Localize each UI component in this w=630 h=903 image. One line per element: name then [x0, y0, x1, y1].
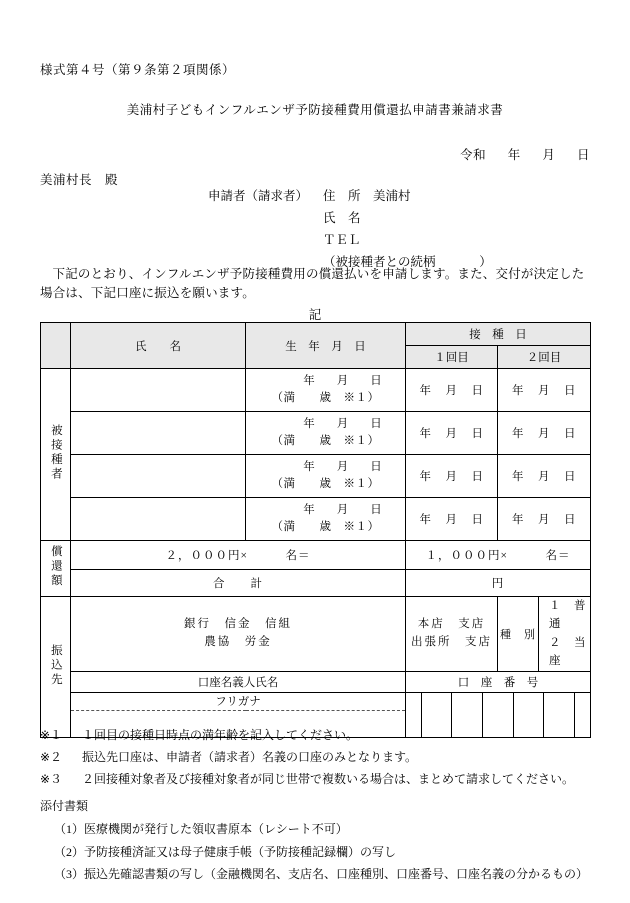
- birth-month-3: 月: [336, 460, 349, 473]
- form-number: 様式第４号（第９条第２項関係）: [40, 63, 236, 77]
- attachment-item: （3）振込先確認書類の写し（金融機関名、支店名、口座種別、口座番号、口座名義の分かるもの）: [54, 867, 589, 882]
- applicant-block: [208, 186, 492, 274]
- birth-month-1: 月: [336, 374, 349, 387]
- cell-birth-1[interactable]: [246, 369, 406, 412]
- note-text: 振込先口座は、申請者（請求者）名義の口座のみとなります。: [82, 750, 418, 765]
- birth-year-2: 年: [303, 417, 315, 430]
- body-text: 下記のとおり、インフルエンザ予防接種費用の償還払いを申請します。また、交付が決定した場合は、下記口座に振込を願います。: [40, 267, 585, 301]
- note-mark: ※２: [40, 750, 63, 765]
- birth-year-4: 年: [303, 503, 315, 516]
- relation-close: ）: [479, 254, 492, 269]
- cell-name-1[interactable]: [71, 369, 246, 412]
- cell-name-2[interactable]: [71, 412, 246, 455]
- refund-total-unit[interactable]: 円: [406, 570, 591, 597]
- account-number-label: 口 座 番 号: [406, 671, 591, 692]
- application-table: [40, 322, 591, 738]
- birth-age-1: （満 歳 ※１）: [271, 392, 380, 404]
- d2-year-2: 年: [512, 428, 524, 440]
- table-row: [41, 412, 591, 455]
- month-label: 月: [542, 148, 556, 162]
- account-kind-cell: [498, 597, 591, 672]
- table-row: [41, 369, 591, 412]
- side-label-transfer-text: 振込先: [49, 643, 62, 688]
- note-item: [40, 768, 595, 790]
- cell-dose2-date-3[interactable]: [498, 455, 591, 498]
- header-name: 氏 名: [71, 323, 246, 369]
- birth-year-3: 年: [303, 460, 315, 473]
- header-vaccination-date: 接 種 日: [406, 323, 591, 346]
- transfer-row-bank: [41, 597, 591, 672]
- header-dose2: ２回目: [498, 346, 591, 369]
- d1-month-3: 月: [445, 471, 458, 483]
- addressee: 美浦村長 殿: [40, 173, 119, 187]
- cell-dose1-date-3[interactable]: [406, 455, 498, 498]
- document-page: [40, 0, 590, 903]
- birth-day-4: 日: [370, 503, 382, 516]
- bank-name-cell[interactable]: [71, 597, 406, 672]
- birth-month-4: 月: [336, 503, 349, 516]
- d1-month-1: 月: [445, 385, 458, 397]
- notes-list: [40, 724, 595, 791]
- birth-year-1: 年: [303, 374, 315, 387]
- d2-day-2: 日: [564, 428, 576, 440]
- cell-dose1-date-1[interactable]: [406, 369, 498, 412]
- birth-age-3: （満 歳 ※１）: [271, 478, 380, 490]
- account-kind-label: 種 別: [498, 597, 539, 671]
- d1-year-3: 年: [419, 471, 432, 483]
- birth-age-4: （満 歳 ※１）: [271, 521, 380, 533]
- note-mark: ※１: [40, 728, 63, 742]
- header-corner: [41, 323, 71, 369]
- applicant-address-row: [208, 186, 492, 208]
- note-item: [40, 746, 595, 768]
- applicant-tel-row: [208, 230, 492, 252]
- cell-dose1-date-4[interactable]: [406, 498, 498, 541]
- attachment-item: （2）予防接種済証又は母子健康手帳（予防接種記録欄）の写し: [54, 844, 397, 859]
- d2-year-4: 年: [512, 514, 524, 526]
- refund-row-1: [41, 541, 591, 570]
- d1-year-2: 年: [419, 428, 432, 440]
- branch-line-2: 出張所 支店: [411, 635, 492, 648]
- d2-day-1: 日: [564, 385, 576, 397]
- d2-month-3: 月: [538, 471, 550, 483]
- bank-line-2: 農協 労金: [204, 635, 272, 648]
- ki-marker: 記: [308, 308, 322, 322]
- relation-label: （被接種者との続柄: [323, 254, 436, 269]
- table-header-row-1: [41, 323, 591, 346]
- d1-day-2: 日: [471, 428, 484, 440]
- address-label: 住 所: [323, 189, 361, 203]
- refund-unit2[interactable]: １，０００円× 名＝: [406, 541, 591, 570]
- table-row: [41, 498, 591, 541]
- refund-unit1[interactable]: ２，０００円× 名＝: [71, 541, 406, 570]
- account-kind-table: [498, 597, 590, 671]
- d2-year-1: 年: [512, 385, 524, 397]
- address-value: 美浦村: [373, 189, 411, 203]
- cell-birth-3[interactable]: [246, 455, 406, 498]
- account-kind-options[interactable]: [539, 597, 591, 671]
- d2-year-3: 年: [512, 471, 524, 483]
- holder-name-label: 口座名義人氏名: [71, 671, 406, 692]
- d1-month-4: 月: [445, 514, 458, 526]
- cell-dose2-date-2[interactable]: [498, 412, 591, 455]
- attachments-block: [40, 795, 595, 886]
- name-label: 氏 名: [323, 210, 361, 225]
- d1-day-3: 日: [471, 471, 484, 483]
- d1-year-4: 年: [419, 514, 432, 526]
- birth-month-2: 月: [336, 417, 349, 430]
- side-label-refund-text: 償還額: [49, 545, 62, 589]
- cell-dose1-date-2[interactable]: [406, 412, 498, 455]
- branch-cell[interactable]: [406, 597, 498, 672]
- kind-option-2[interactable]: ２ 当座: [549, 636, 587, 668]
- note-item: [40, 724, 595, 746]
- d1-year-1: 年: [419, 385, 432, 397]
- cell-dose2-date-1[interactable]: [498, 369, 591, 412]
- side-label-recipient: [41, 369, 71, 541]
- tel-label: ＴＥＬ: [323, 232, 361, 247]
- attachments-heading: 添付書類: [40, 799, 89, 813]
- applicant-name-row: [208, 208, 492, 230]
- refund-row-2: [41, 570, 591, 597]
- side-label-recipient-text: 被接種者: [49, 424, 62, 482]
- transfer-row-furigana: [41, 692, 591, 710]
- d1-day-4: 日: [471, 514, 484, 526]
- table-row: [41, 455, 591, 498]
- birth-day-3: 日: [370, 460, 382, 473]
- branch-lines: [406, 597, 497, 671]
- d2-day-4: 日: [564, 514, 576, 526]
- d2-month-4: 月: [538, 514, 550, 526]
- d1-month-2: 月: [445, 428, 458, 440]
- cell-name-4[interactable]: [71, 498, 246, 541]
- kind-option-1[interactable]: １ 普通: [549, 600, 587, 631]
- date-line: [442, 145, 590, 163]
- bank-name-lines: [71, 597, 405, 671]
- d1-day-1: 日: [471, 385, 484, 397]
- side-label-transfer: [41, 597, 71, 738]
- birth-age-2: （満 歳 ※１）: [271, 435, 380, 447]
- header-birth: 生 年 月 日: [246, 323, 406, 369]
- year-label: 年: [507, 148, 521, 162]
- refund-total-label: 合 計: [71, 570, 406, 597]
- era-label: 令和: [460, 148, 487, 162]
- d2-month-2: 月: [538, 428, 550, 440]
- bank-line-1: 銀行 信金 信組: [184, 617, 292, 630]
- note-text: ２回接種対象者及び接種対象者が同じ世帯で複数いる場合は、まとめて請求してください。: [82, 772, 575, 787]
- d2-day-3: 日: [564, 471, 576, 483]
- birth-day-2: 日: [370, 417, 382, 430]
- side-label-refund: [41, 541, 71, 597]
- transfer-row-headers: [41, 671, 591, 692]
- attachment-item: （1）医療機関が発行した領収書原本（レシート不可）: [54, 821, 348, 836]
- header-dose1: １回目: [406, 346, 498, 369]
- applicant-heading: 申請者（請求者）: [208, 189, 309, 203]
- day-label: 日: [576, 148, 590, 162]
- note-text: １回目の接種日時点の満年齢を記入してください。: [82, 728, 359, 742]
- d2-month-1: 月: [538, 385, 550, 397]
- cell-name-3[interactable]: [71, 455, 246, 498]
- page-title: 美浦村子どもインフルエンザ予防接種費用償還払申請書兼請求書: [126, 103, 504, 117]
- note-mark: ※３: [40, 772, 63, 787]
- cell-dose2-date-4[interactable]: [498, 498, 591, 541]
- furigana-field[interactable]: フリガナ: [71, 692, 406, 710]
- cell-birth-2[interactable]: [246, 412, 406, 455]
- cell-birth-4[interactable]: [246, 498, 406, 541]
- kind-option-wrap: [539, 597, 590, 671]
- branch-line-1: 本店 支店: [417, 617, 486, 630]
- birth-day-1: 日: [370, 374, 382, 387]
